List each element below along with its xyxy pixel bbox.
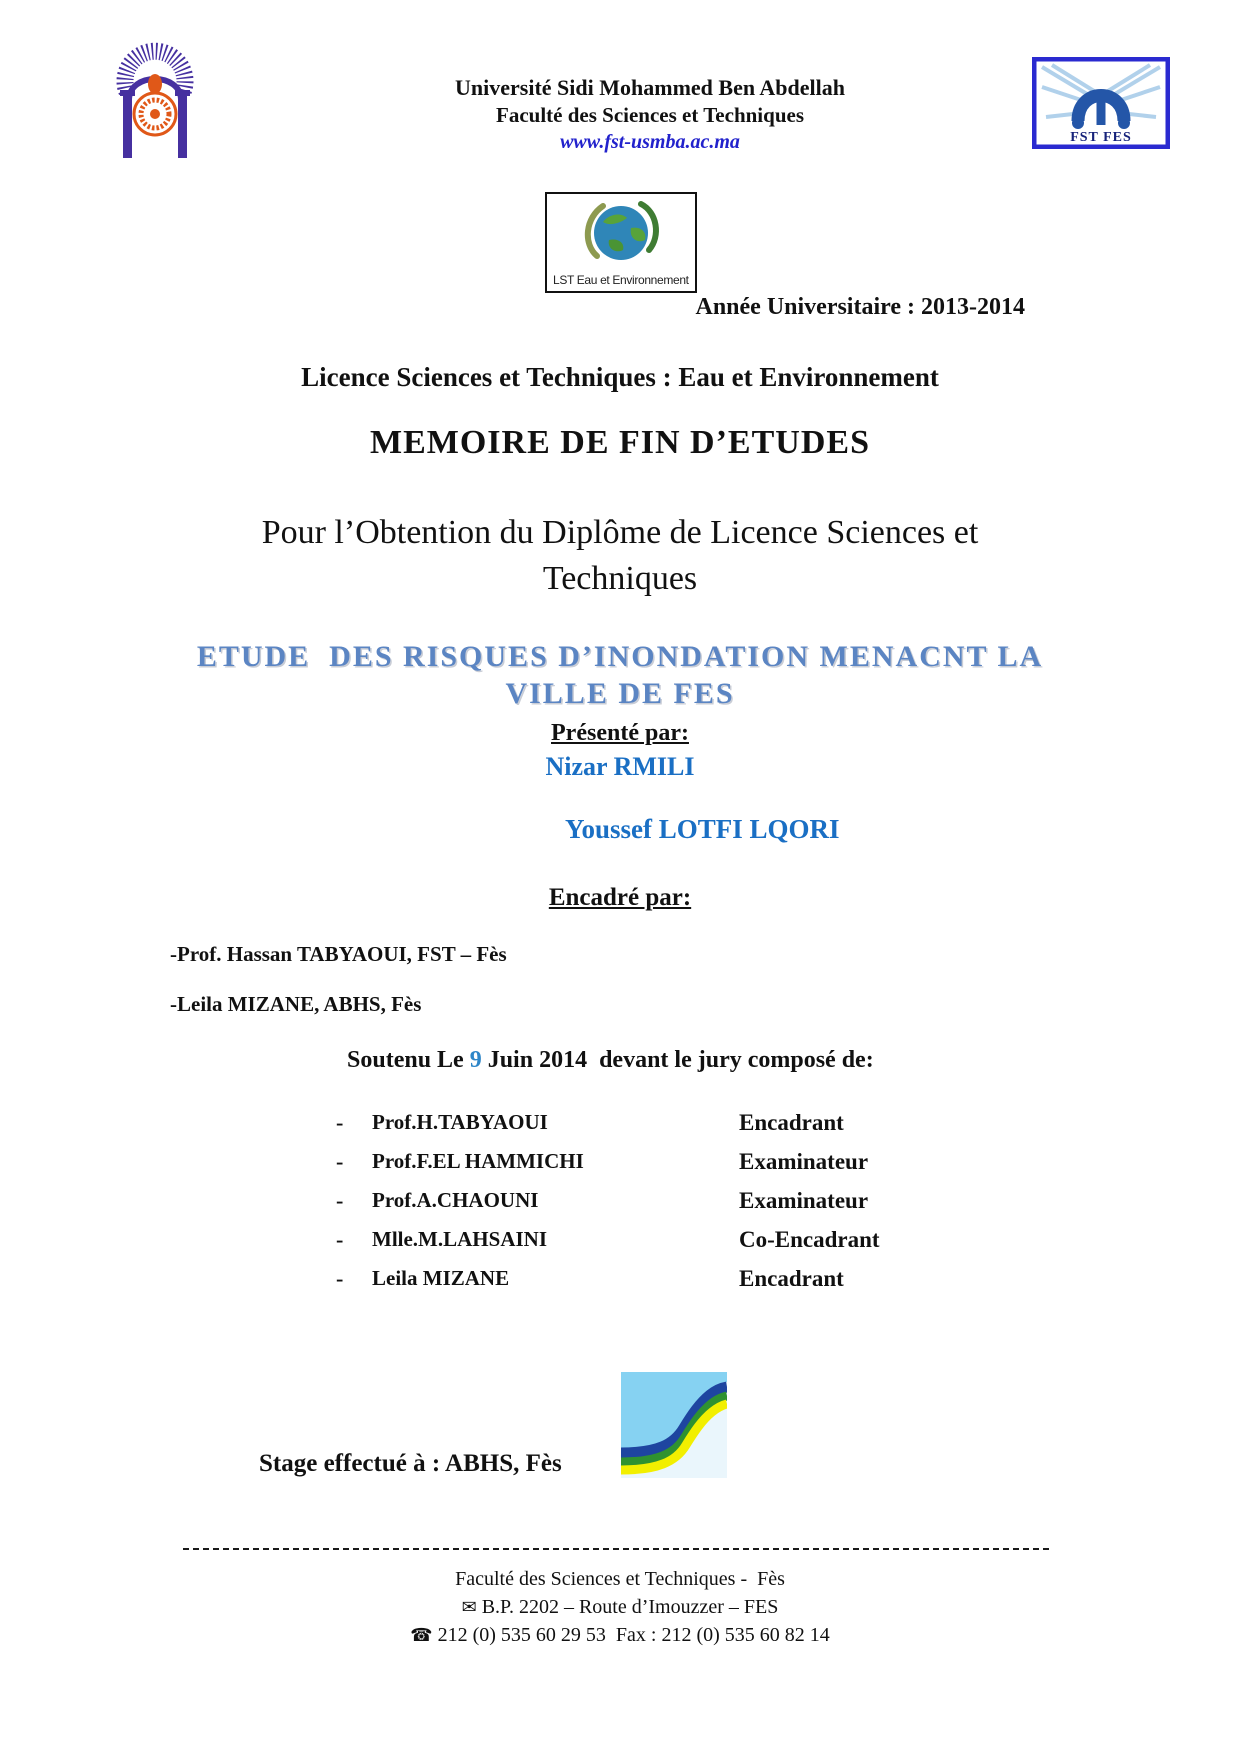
internship-location: Stage effectué à : ABHS, Fès bbox=[259, 1450, 562, 1477]
university-name: Université Sidi Mohammed Ben Abdellah bbox=[455, 75, 845, 100]
jury-bullet: - bbox=[336, 1110, 344, 1135]
faculty-name: Faculté des Sciences et Techniques bbox=[496, 103, 804, 127]
jury-member-name: Prof.F.EL HAMMICHI bbox=[372, 1149, 584, 1173]
jury-bullet: - bbox=[336, 1266, 344, 1291]
purpose-line-1: Pour l’Obtention du Diplôme de Licence Sciences et bbox=[261, 514, 979, 551]
jury-bullet: - bbox=[336, 1188, 344, 1213]
purpose-line-2: Techniques bbox=[542, 560, 698, 597]
purpose-statement bbox=[0, 510, 1240, 602]
jury-member-name: Prof.H.TABYAOUI bbox=[372, 1110, 548, 1134]
defense-date-line bbox=[347, 1047, 874, 1074]
footer-address bbox=[0, 1596, 1240, 1619]
jury-bullet: - bbox=[336, 1149, 344, 1174]
jury-row bbox=[336, 1227, 1096, 1259]
jury-row bbox=[336, 1188, 1096, 1220]
jury-row bbox=[336, 1110, 1096, 1142]
supervisor-2: -Leila MIZANE, ABHS, Fès bbox=[170, 992, 422, 1016]
jury-member-name: Prof.A.CHAOUNI bbox=[372, 1188, 539, 1212]
footer-phone-text: 212 (0) 535 60 29 53 Fax : 212 (0) 535 60 82 14 bbox=[437, 1624, 830, 1646]
abhs-logo bbox=[621, 1372, 727, 1478]
thesis-title-line-1: ETUDE DES RISQUES D’INONDATION MENACNT LA bbox=[196, 640, 1044, 673]
defense-day: 9 bbox=[469, 1047, 482, 1073]
presented-by-label: Présenté par: bbox=[551, 720, 689, 746]
jury-member-role: Encadrant bbox=[739, 1110, 844, 1135]
program-name: Licence Sciences et Techniques : Eau et Environnement bbox=[301, 362, 939, 392]
footer-divider bbox=[183, 1548, 1049, 1550]
jury-row bbox=[336, 1149, 1096, 1181]
author-name-2: Youssef LOTFI LQORI bbox=[565, 814, 840, 844]
thesis-title bbox=[0, 638, 1240, 712]
jury-member-name: Leila MIZANE bbox=[372, 1266, 510, 1290]
lst-logo-caption: LST Eau et Environnement bbox=[553, 273, 689, 287]
thesis-title-line-2: VILLE DE FES bbox=[505, 677, 735, 710]
defense-suffix: Juin 2014 devant le jury composé de: bbox=[481, 1047, 874, 1073]
usmba-university-emblem-icon bbox=[113, 38, 197, 168]
fst-fes-logo bbox=[1032, 57, 1170, 149]
supervised-by-label: Encadré par: bbox=[548, 884, 692, 911]
author-name-1: Nizar RMILI bbox=[545, 752, 695, 781]
footer-faculty: Faculté des Sciences et Techniques - Fès bbox=[455, 1568, 785, 1590]
jury-member-role: Examinateur bbox=[739, 1149, 869, 1174]
mail-icon: ✉ bbox=[461, 1597, 477, 1618]
footer-phone bbox=[0, 1624, 1240, 1647]
phone-icon: ☎ bbox=[410, 1625, 433, 1646]
jury-member-role: Co-Encadrant bbox=[739, 1227, 880, 1252]
footer-address-text: B.P. 2202 – Route d’Imouzzer – FES bbox=[481, 1596, 779, 1618]
website-link[interactable]: www.fst-usmba.ac.ma bbox=[560, 131, 740, 153]
jury-row bbox=[336, 1266, 1096, 1298]
defense-prefix: Soutenu Le bbox=[347, 1047, 470, 1073]
supervisor-1: -Prof. Hassan TABYAOUI, FST – Fès bbox=[170, 942, 507, 966]
jury-bullet: - bbox=[336, 1227, 344, 1252]
jury-member-role: Encadrant bbox=[739, 1266, 844, 1291]
academic-year: Année Universitaire : 2013-2014 bbox=[695, 294, 1025, 320]
fst-logo-label: FST FES bbox=[1070, 130, 1132, 145]
jury-member-role: Examinateur bbox=[739, 1188, 869, 1213]
document-type-title: MEMOIRE DE FIN D’ETUDES bbox=[370, 424, 870, 461]
lst-eau-environnement-logo bbox=[545, 192, 697, 293]
header-text-block bbox=[330, 74, 970, 155]
jury-member-name: Mlle.M.LAHSAINI bbox=[372, 1227, 547, 1251]
